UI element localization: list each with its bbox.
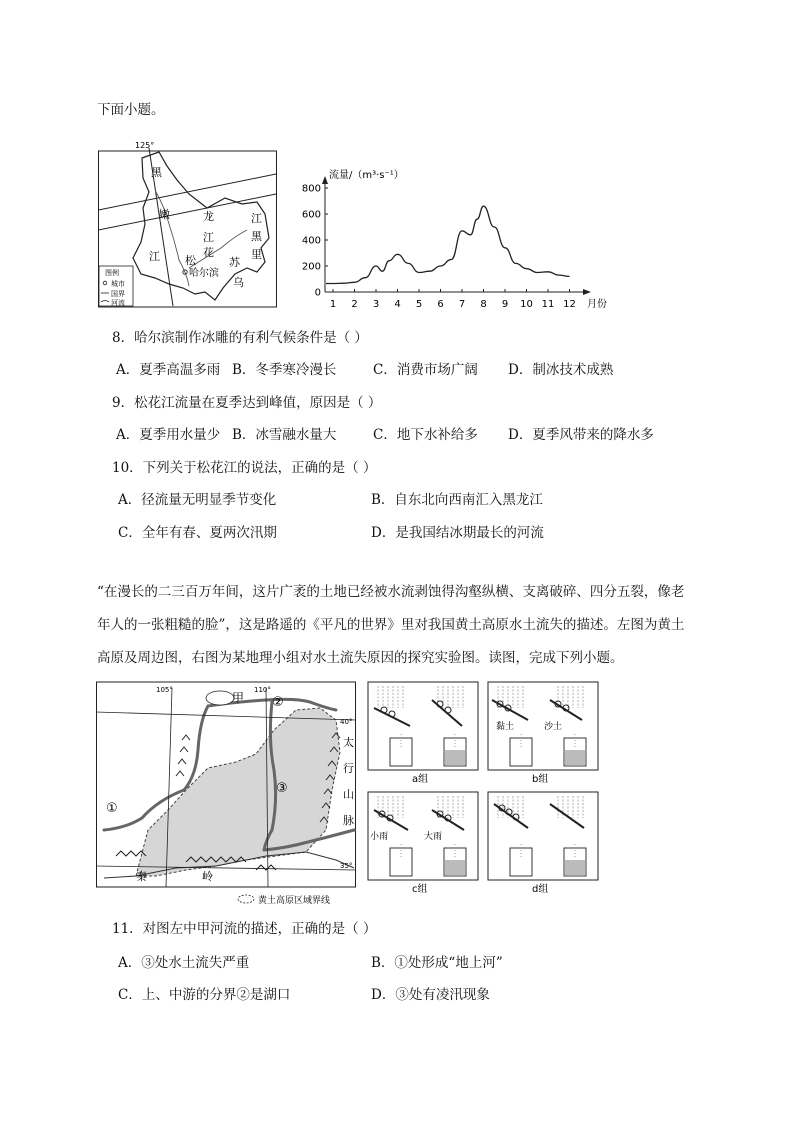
panel-b-label: b组 <box>532 774 549 785</box>
x-tick-label: 10 <box>520 299 533 310</box>
map1-label-jiang1: 江 <box>203 231 214 244</box>
river-jia-label: 甲 <box>232 691 245 705</box>
x-tick-label: 4 <box>394 299 401 310</box>
y-tick-label: 400 <box>301 235 321 247</box>
map1-label-hei: 黑 <box>151 166 162 179</box>
map1-label-li: 里 <box>251 248 262 261</box>
q8-option-b: B．冬季寒冷漫长 <box>232 362 337 378</box>
mt-taihang-2: 行 <box>343 762 354 775</box>
map2-lat-35: 35° <box>340 862 353 870</box>
q9-option-b: B．冰雪融水量大 <box>232 427 337 443</box>
map2-lon-110: 110° <box>254 686 271 694</box>
chart-xlabel: 月份 <box>587 299 607 310</box>
mt-taihang-1: 太 <box>343 736 354 749</box>
mt-qinling-2: 岭 <box>202 870 213 883</box>
x-tick-label: 9 <box>501 299 509 310</box>
q10-option-b: B．自东北向西南汇入黑龙江 <box>371 492 543 508</box>
q11-option-d: D．③处有凌汛现象 <box>371 987 490 1003</box>
discharge-series-line <box>326 206 570 283</box>
passage-text: “在漫长的二三百万年间，这片广袤的土地已经被水流剥蚀得沟壑纵横、支离破碎、四分五裂，像老年人的一张粗糙的脸”，这是路遥的《平凡的世界》里对我国黄土高原水土流失的描述。左图为黄土高原及周边图，右图为某地理小组对水土流失原因的探究实验图。读图，完成下列小题。 <box>97 584 685 666</box>
map1-label-hei2: 黑 <box>251 230 262 243</box>
q11-option-b: B．①处形成“地上河” <box>371 955 503 971</box>
y-tick-label: 0 <box>314 287 321 299</box>
label-sand: 沙土 <box>544 722 563 732</box>
x-tick-label: 3 <box>372 299 380 310</box>
q10-option-c: C．全年有春、夏两次汛期 <box>118 525 277 541</box>
mt-qinling-1: 秦 <box>136 870 147 883</box>
x-tick-label: 6 <box>437 299 444 310</box>
mt-taihang-3: 山 <box>343 788 354 801</box>
map1-legend-border: 国界 <box>111 290 125 298</box>
panel-a-label: a组 <box>412 774 429 785</box>
x-tick-label: 12 <box>563 299 576 310</box>
q10-option-d: D．是我国结冰期最长的河流 <box>371 525 544 541</box>
y-tick-label: 800 <box>301 183 321 195</box>
panel-d-label: d组 <box>532 884 549 895</box>
map1-legend-title: 图例 <box>105 269 119 277</box>
map1-label-su: 苏 <box>229 256 240 269</box>
marker-2: ② <box>272 695 284 710</box>
heilongjiang-map <box>97 138 279 314</box>
map2-legend: 黄土高原区域界线 <box>258 896 331 906</box>
label-heavy-rain: 大雨 <box>424 832 443 842</box>
map2-lat-40: 40° <box>340 718 353 726</box>
map1-label-song: 松 <box>185 254 196 267</box>
map1-label-long: 龙 <box>203 210 214 223</box>
map1-legend-city: 城市 <box>111 280 125 288</box>
map1-label-hua: 花 <box>203 246 214 259</box>
map2-lon-105: 105° <box>156 686 173 694</box>
experiment-figure <box>366 680 602 904</box>
map1-legend-river: 河流 <box>111 299 125 307</box>
experiment-panel-a <box>368 682 478 770</box>
marker-3: ③ <box>276 781 288 796</box>
x-tick-label: 2 <box>351 299 358 310</box>
label-clay: 黏土 <box>496 722 515 732</box>
q9-option-c: C．地下水补给多 <box>373 427 478 443</box>
map1-label-jiang3: 江 <box>251 212 262 225</box>
map1-label-jiang2: 江 <box>149 250 160 263</box>
q10-option-a: A．径流量无明显季节变化 <box>118 492 277 508</box>
mt-taihang-4: 脉 <box>343 814 354 827</box>
q9-option-d: D．夏季风带来的降水多 <box>508 427 654 443</box>
x-tick-label: 5 <box>415 299 423 310</box>
x-tick-label: 8 <box>480 299 487 310</box>
x-tick-label: 11 <box>541 299 555 310</box>
q9-option-a: A．夏季用水量少 <box>116 427 221 443</box>
q8-option-a: A．夏季高温多雨 <box>116 362 221 378</box>
chart-ylabel: 流量/（m³·s⁻¹） <box>329 170 404 181</box>
map1-label-nen: 嫩 <box>159 208 170 221</box>
loess-plateau-map <box>96 680 358 914</box>
y-tick-label: 600 <box>301 209 321 221</box>
q8-option-d: D．制冰技术成熟 <box>508 362 614 378</box>
label-light-rain: 小雨 <box>370 832 389 842</box>
q10-stem: 10．下列关于松花江的说法，正确的是（ ） <box>112 460 377 476</box>
intro-text: 下面小题。 <box>97 102 165 118</box>
y-tick-label: 200 <box>301 261 321 273</box>
marker-1: ① <box>106 801 118 816</box>
panel-c-label: c组 <box>412 884 428 895</box>
experiment-panel-d <box>488 792 598 880</box>
map1-lon: 125° <box>135 141 155 150</box>
map1-label-wu: 乌 <box>233 276 244 289</box>
q11-option-a: A．③处水土流失严重 <box>118 955 250 971</box>
discharge-chart <box>295 160 625 319</box>
map1-label-harbin: 哈尔滨 <box>189 268 219 279</box>
x-tick-label: 7 <box>458 299 466 310</box>
q11-stem: 11．对图左中甲河流的描述，正确的是（ ） <box>112 921 377 937</box>
q11-option-c: C．上、中游的分界②是湖口 <box>118 987 291 1003</box>
x-tick-label: 1 <box>329 299 337 310</box>
q8-option-c: C．消费市场广阔 <box>373 362 478 378</box>
q8-stem: 8．哈尔滨制作冰雕的有利气候条件是（ ） <box>112 330 368 346</box>
q9-stem: 9．松花江流量在夏季达到峰值，原因是（ ） <box>112 395 382 411</box>
